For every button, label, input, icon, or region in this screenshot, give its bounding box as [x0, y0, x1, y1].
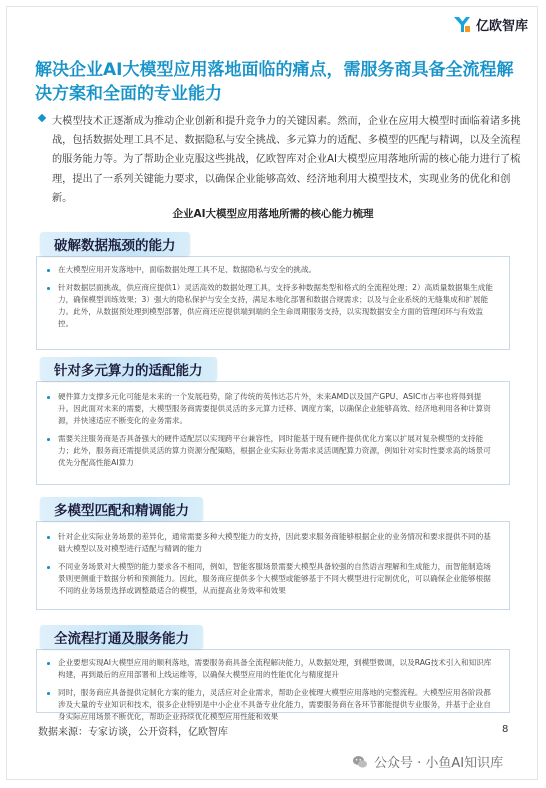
list-item — [36, 687, 510, 723]
bullet-text: 同时，服务商应具备提供定制化方案的能力，灵活应对企业需求，帮助企业梳理大模型应用落地的完整流程。大模型应用各阶段都涉及大量的专业知识和技术，很多企业特别是中小企业不具备专业化能力，需要服务商在各环节都能提供专业服务，并基于企业自身实际应用场景不断优化，帮助企业持续优化模型应用性能和效果 — [58, 688, 491, 721]
wechat-icon — [352, 754, 368, 770]
section-title: 针对多元算力的适配能力 — [40, 357, 217, 381]
bullet-list — [36, 657, 510, 729]
bullet-text: 企业要想实现AI大模型应用的顺利落地，需要服务商具备全流程解决能力，从数据处理，到模型微调，以及RAG技术引入和知识库构建，再到最后的应用部署和上线运维等，以确保大模型应用的性能优化与精度提升 — [58, 658, 492, 679]
bullet-dot-icon — [47, 662, 50, 665]
bullet-dot-icon — [47, 396, 50, 399]
bullet-text: 需要关注服务商是否具备强大的硬件适配层以实现跨平台兼容性，同时能基于现有硬件提供优化方案以扩展对复杂模型的支持能力；此外，服务商还需提供灵活的算力资源分配策略，根据企业实际业务需求灵活调配算力资源，例如针对实时性要求高的场景可优先分配高性能AI算力 — [58, 434, 491, 467]
list-item — [36, 531, 510, 555]
bullet-text: 不同业务场景对大模型的能力要求各不相同，例如，智能客服场景需要大模型具备较强的自然语言理解和生成能力，而智能制造场景则更侧重于数据分析和预测能力。因此，服务商应提供多个大模型或能够基于不同大模型进行定制优化，可以确保企业能够根据不同的业务场景选择或调整最适合的模型，从而提高业务效率和效果 — [58, 562, 491, 595]
section-compute-adaptation — [36, 357, 510, 485]
figure-caption: 企业AI大模型应用落地所需的核心能力梳理 — [172, 208, 374, 220]
logo-text: 亿欧智库 — [475, 18, 528, 34]
bullet-text: 针对数据层面挑战，供应商应提供1）灵活高效的数据处理工具，支持多种数据类型和格式的全流程处理；2）高质量数据集生成能力，确保模型训练效果；3）强大的隐私保护与安全支持，满足本地化部署和数据合规需求；以及与企业系统的无缝集成和扩展能力。此外，从数据预处理到模型部署，供应商还应提供端到端的全生命周期服务支持，以实现数据安全方面的管理闭环与有效监控。 — [58, 283, 493, 328]
bullet-text: 硬件算力支撑多元化可能是未来的一个发展趋势，除了传统的英伟达芯片外，未来AMD以及国产GPU、ASIC市占率也将得到提升。因此面对未来的需要，大模型服务商需要提供灵活的多元算力迁移、调度方案，以确保企业能够高效、经济地利用各种计算资源，并快速适应不断变化的业务需求。 — [58, 392, 491, 425]
bullet-dot-icon — [47, 692, 50, 695]
bullet-list — [36, 264, 510, 336]
yiou-logo-icon — [452, 14, 472, 34]
section-title: 多模型匹配和精调能力 — [40, 497, 203, 521]
page-number: 8 — [502, 724, 509, 735]
bullet-dot-icon — [47, 287, 50, 290]
section-title: 全流程打通及服务能力 — [40, 625, 203, 649]
list-item — [36, 561, 510, 597]
bullet-list — [36, 391, 510, 475]
list-item — [36, 657, 510, 681]
bullet-text: 针对企业实际业务场景的差异化，通常需要多种大模型能力的支持，因此要求服务商能够根据企业的业务情况和要求提供不同的基础大模型以及对模型进行适配与精调的能力 — [58, 532, 491, 553]
bullet-dot-icon — [47, 566, 50, 569]
list-item — [36, 282, 510, 330]
bullet-dot-icon — [47, 438, 50, 441]
bullet-dot-icon — [47, 536, 50, 539]
section-model-tuning — [36, 497, 510, 610]
intro-paragraph: 大模型技术正逐渐成为推动企业创新和提升竞争力的关键因素。然而，企业在应用大模型时面临着诸多挑战，包括数据处理工具不足、数据隐私与安全挑战、多元算力的适配、多模型的匹配与精调，以及全流程的服务能力等。为了帮助企业克服这些挑战，亿欧智库对企业AI大模型应用落地所需的核心能力进行了梳理，提出了一系列关键能力要求，以确保企业能够高效、经济地利用大模型技术，实现业务的优化和创新。 — [52, 116, 521, 204]
bullet-list — [36, 531, 510, 603]
section-title: 破解数据瓶颈的能力 — [40, 232, 190, 256]
page-title: 解决企业AI大模型应用落地面临的痛点，需服务商具备全流程解决方案和全面的专业能力 — [35, 60, 514, 104]
list-item — [36, 264, 510, 276]
bullet-text: 在大模型应用开发落地中，面临数据处理工具不足、数据隐私与安全的挑战。 — [58, 265, 317, 274]
yiou-logo — [452, 14, 528, 34]
list-item — [36, 391, 510, 427]
section-data-bottleneck — [36, 232, 510, 350]
list-item — [36, 433, 510, 469]
bullet-dot-icon — [47, 269, 50, 272]
data-source: 数据来源：专家访谈，公开资料，亿欧智库 — [38, 727, 228, 738]
wechat-watermark — [352, 752, 503, 771]
watermark-text: 公众号 · 小鱼AI知识库 — [374, 756, 504, 771]
section-full-process-service — [36, 625, 510, 721]
